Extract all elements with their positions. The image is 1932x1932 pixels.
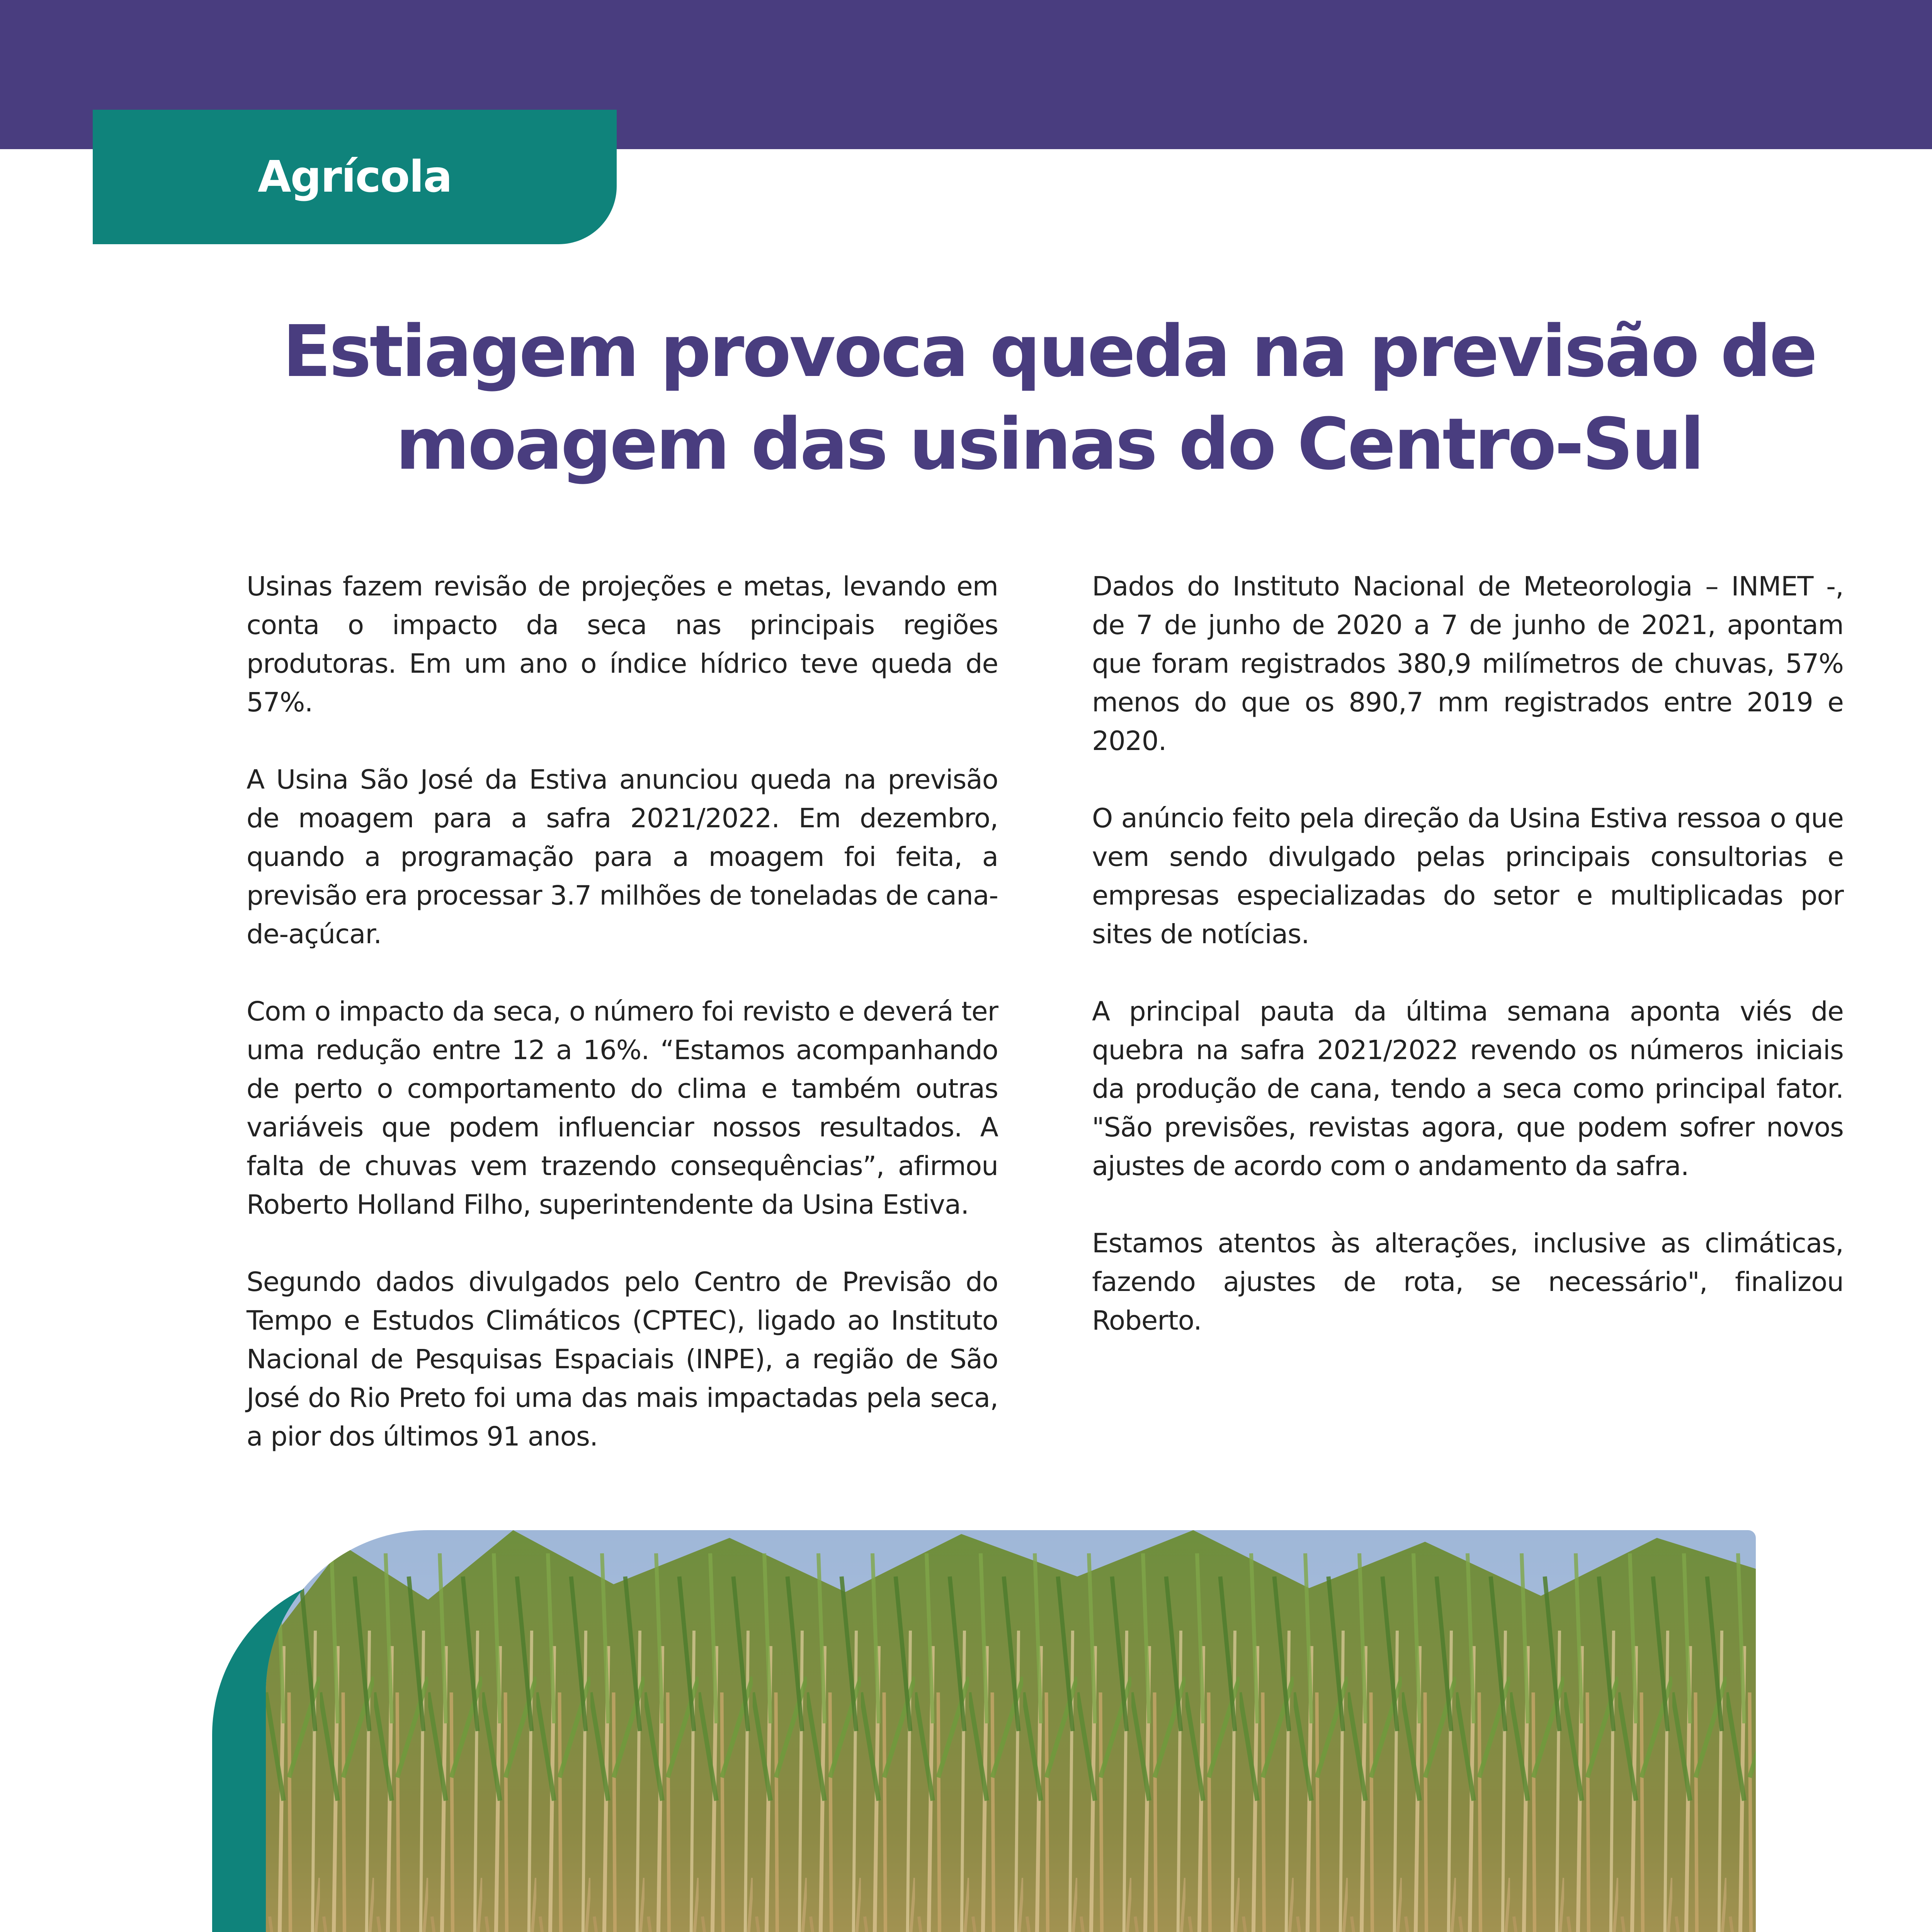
paragraph: Usinas fazem revisão de projeções e metas, levando em conta o impacto da seca nas principais regiões produtoras. Em um ano o índice hídrico teve queda de 57%. [247,571,998,718]
article-column-left [247,567,998,1495]
article-title-line-1: Estiagem provoca queda na previsão de [282,310,1816,393]
section-tab [93,110,617,244]
paragraph: A Usina São José da Estiva anunciou queda na previsão de moagem para a safra 2021/2022. Em dezembro, quando a programação para a moagem foi feita, a previsão era processar 3.7 milhões de toneladas de cana-de-açúcar. [247,764,998,950]
article-title [185,305,1913,491]
sugarcane-field-photo [266,1530,1756,1932]
paragraph: Dados do Instituto Nacional de Meteorologia – INMET -, de 7 de junho de 2020 a 7 de junho de 2021, apontam que foram registrados 380,9 milímetros de chuvas, 57% menos do que os 890,7 mm registrados entre 2019 e 2020. [1092,571,1844,757]
section-label: Agrícola [258,152,452,202]
paragraph: Com o impacto da seca, o número foi revisto e deverá ter uma redução entre 12 a 16%. “Estamos acompanhando de perto o comportamento do clima e também outras variáveis que podem influenciar nossos resultados. A falta de chuvas vem trazendo consequências”, afirmou Roberto Holland Filho, superintendente da Usina Estiva. [247,996,998,1220]
article-column-right [1092,567,1844,1379]
paragraph: Estamos atentos às alterações, inclusive as climáticas, fazendo ajustes de rota, se necessário", finalizou Roberto. [1092,1228,1844,1336]
paragraph: A principal pauta da última semana aponta viés de quebra na safra 2021/2022 revendo os números iniciais da produção de cana, tendo a seca como principal fator. "São previsões, revistas agora, que podem sofrer novos ajustes de acordo com o andamento da safra. [1092,996,1844,1182]
article-title-line-2: moagem das usinas do Centro-Sul [395,403,1703,486]
paragraph: O anúncio feito pela direção da Usina Estiva ressoa o que vem sendo divulgado pelas principais consultorias e empresas especializadas do setor e multiplicadas por sites de notícias. [1092,803,1844,950]
paragraph: Segundo dados divulgados pelo Centro de Previsão do Tempo e Estudos Climáticos (CPTEC), ligado ao Instituto Nacional de Pesquisas Espaciais (INPE), a região de São José do Rio Preto foi uma das mais impactadas pela seca, a pior dos últimos 91 anos. [247,1267,998,1452]
